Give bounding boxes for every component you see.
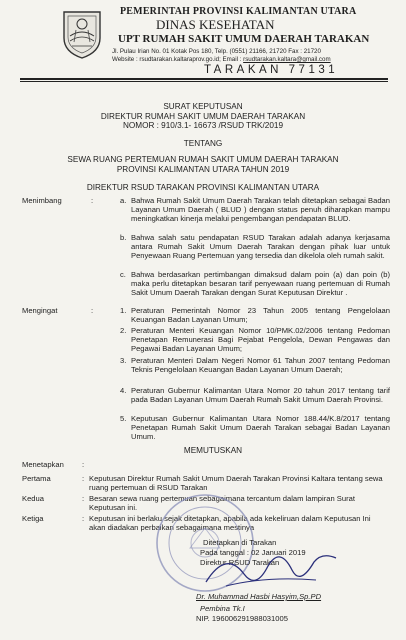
mengingat-item-1: Peraturan Pemerintah Nomor 23 Tahun 2005 tentang Pengelolaan Keuangan Badan Layanan Umum; — [131, 306, 390, 325]
mengingat-mark-3: 3. — [120, 356, 127, 365]
handwritten-signature — [196, 540, 346, 600]
website-text: Website : rsudtarakan.kaltaraprov.go.id; Email : — [112, 56, 244, 63]
menetapkan-label: Menetapkan — [22, 460, 64, 469]
unit-name: UPT RUMAH SAKIT UMUM DAERAH TARAKAN — [118, 33, 370, 45]
province-emblem-logo — [60, 8, 104, 60]
mengingat-mark-5: 5. — [120, 414, 127, 423]
place-of-issue: Ditetapkan di Tarakan — [203, 538, 277, 547]
mengingat-mark-2: 2. — [120, 326, 127, 335]
menimbang-colon: : — [91, 196, 94, 205]
header-rule-thick — [20, 78, 388, 80]
mengingat-item-3: Peraturan Menteri Dalam Negeri Nomor 61 Tahun 2007 tentang Pedoman Teknis Pengelolaan Keuangan Badan Layanan Umum Daerah; — [131, 356, 390, 375]
mengingat-label: Mengingat — [22, 306, 58, 315]
menimbang-item-b: Bahwa salah satu pendapatan RSUD Tarakan adalah adanya kerjasama antara Rumah Sakit Umum Daerah Tarakan dengan pihak luar untuk Penyewaan Ruang Pertemuan yang tersedia dan dikelola oleh rumah sakit. — [131, 233, 390, 261]
decree-number: NOMOR : 910/3.1- 16673 /RSUD TRK/2019 — [122, 121, 284, 130]
menimbang-mark-a: a. — [120, 196, 127, 205]
memutuskan-heading: MEMUTUSKAN — [183, 446, 243, 455]
pertama-colon: : — [82, 474, 85, 483]
issue-date: Pada tanggal : 02 Januari 2019 — [200, 548, 306, 557]
mengingat-item-2: Peraturan Menteri Keuangan Nomor 10/PMK.02/2006 tentang Pedoman Penetapan Remunerasi Bagi Pejabat Pengelola, Dewan Pengawas dan Pegawai Badan Layanan Umum; — [131, 326, 390, 354]
ketiga-text: Keputusan ini berlaku sejak ditetapkan, apabila ada kekeliruan dalam Keputusan Ini akan diadakan perbaikan sebagaimana mestinya — [89, 514, 371, 532]
kedua-label: Kedua — [22, 494, 44, 503]
mengingat-mark-1: 1. — [120, 306, 127, 315]
subject-line-2: PROVINSI KALIMANTAN UTARA TAHUN 2019 — [116, 165, 290, 174]
mengingat-item-4: Peraturan Gubernur Kalimantan Utara Nomor 20 tahun 2017 tentang tarif pada Badan Layanan Umum Daerah Rumah Sakit Umum Daerah Provinsi. — [131, 386, 390, 405]
menimbang-label: Menimbang — [22, 196, 62, 205]
ketiga-colon: : — [82, 514, 85, 523]
contact-line — [112, 56, 331, 63]
pertama-text: Keputusan Direktur Rumah Sakit Umum Daerah Tarakan Provinsi Kaltara tentang sewa ruang pertemuan di RSUD Tarakan — [89, 474, 383, 492]
signer-nip: NIP. 196006291988031005 — [196, 614, 288, 623]
ketiga-label: Ketiga — [22, 514, 44, 523]
subject-line-1: SEWA RUANG PERTEMUAN RUMAH SAKIT UMUM DAERAH TARAKAN — [67, 155, 339, 164]
menimbang-mark-c: c. — [120, 270, 126, 279]
mengingat-colon: : — [91, 306, 94, 315]
director-heading: DIREKTUR RSUD TARAKAN PROVINSI KALIMANTAN UTARA — [86, 183, 320, 192]
tentang-heading: TENTANG — [183, 139, 223, 148]
dept-name: DINAS KESEHATAN — [156, 17, 275, 32]
city-postal: TARAKAN 77131 — [204, 64, 339, 76]
kedua-colon: : — [82, 494, 85, 503]
email-link[interactable]: rsudtarakan.kaltara@gmail.com — [243, 56, 331, 63]
menetapkan-colon: : — [82, 460, 85, 469]
menimbang-mark-b: b. — [120, 233, 127, 242]
mengingat-mark-4: 4. — [120, 386, 127, 395]
signer-rank: Pembina Tk.I — [200, 604, 245, 613]
signer-name: Dr. Muhammad Hasbi Hasyim,Sp.PD — [196, 592, 322, 601]
signer-position: Direktur RSUD Tarakan — [200, 558, 280, 567]
kedua-text: Besaran sewa ruang pertemuan sebagaimana tercantum dalam lampiran Surat Keputusan ini. — [89, 494, 355, 512]
address-line: Jl. Pulau Irian No. 01 Kotak Pos 180, Telp. (0551) 21166, 21720 Fax : 21720 — [112, 48, 321, 55]
pertama-label: Pertama — [22, 474, 51, 483]
decree-issuer: DIREKTUR RUMAH SAKIT UMUM DAERAH TARAKAN — [100, 112, 306, 121]
mengingat-item-5: Keputusan Gubernur Kalimantan Utara Nomor 188.44/K.8/2017 tentang Penetapan Rumah Sakit Umum Daerah Tarakan sebagai Badan Layanan Umum. — [131, 414, 390, 442]
menimbang-item-c: Bahwa berdasarkan pertimbangan dimaksud dalam poin (a) dan poin (b) maka perlu ditetapkan besaran tarif penyewaan ruang pertemuan di Rumah Sakit Umum Daerah Tarakan dengan Surat Keputusan Direktur . — [131, 270, 390, 298]
gov-name: PEMERINTAH PROVINSI KALIMANTAN UTARA — [120, 6, 357, 17]
decree-title: SURAT KEPUTUSAN — [163, 102, 243, 111]
menimbang-item-a: Bahwa Rumah Sakit Umum Daerah Tarakan telah ditetapkan sebagai Badan Layanan Umum Daerah ( BLUD ) dengan status penuh diharapkan mampu meningkatkan kinerja melalui pengembangan pendapatan BLUD. — [131, 196, 390, 224]
header-rule-thin — [20, 81, 388, 82]
